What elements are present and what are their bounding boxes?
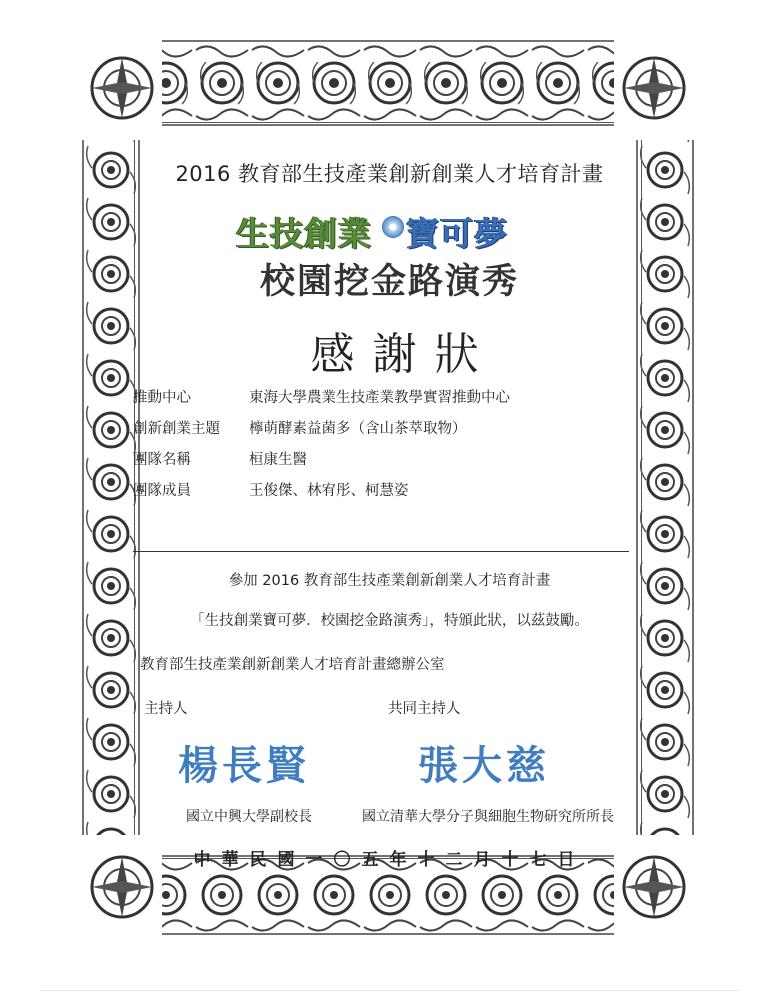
- field-label: 團隊名稱: [133, 452, 191, 468]
- issue-date: 中華民國一〇五年十二月十七日: [193, 850, 586, 870]
- field-row-theme: [133, 417, 653, 441]
- field-row-team-members: [133, 479, 653, 503]
- corner-ornament-top-left: [82, 40, 162, 140]
- divider: [133, 551, 629, 552]
- co-host-signature: 張大慈: [418, 742, 550, 789]
- field-value: 檸萌酵素益菌多（含山茶萃取物）: [249, 421, 467, 437]
- field-value: 東海大學農業生技產業教學實習推動中心: [249, 390, 510, 406]
- co-host-title: 國立清華大學分子與細胞生物研究所所長: [362, 809, 614, 825]
- field-value: 王俊傑、林宥彤、柯慧姿: [249, 483, 409, 499]
- corner-ornament-top-right: [614, 40, 694, 140]
- field-label: 團隊成員: [133, 483, 191, 499]
- body-line-1: 參加 2016 教育部生技產業創新創業人才培育計畫: [228, 573, 551, 589]
- field-label: 創新創業主題: [133, 421, 220, 437]
- border-top: [82, 40, 694, 126]
- program-title: 2016 教育部生技產業創新創業人才培育計畫: [175, 162, 604, 186]
- field-value: 桓康生醫: [249, 452, 307, 468]
- certificate-title: 感謝狀: [310, 329, 497, 380]
- field-label: 推動中心: [133, 390, 191, 406]
- logo-right-text: 寶可夢: [406, 214, 508, 253]
- host-label: 主持人: [144, 701, 188, 717]
- issuing-office: 教育部生技產業創新創業人才培育計畫總辦公室: [140, 657, 445, 673]
- co-host-label: 共同主持人: [388, 701, 461, 717]
- program-logo: [236, 208, 526, 253]
- logo-left-text: 生技創業: [236, 214, 372, 253]
- host-signature: 楊長賢: [178, 742, 310, 789]
- host-title: 國立中興大學副校長: [186, 809, 312, 825]
- field-row-team-name: [133, 448, 653, 472]
- field-row-center: [133, 386, 653, 410]
- event-subtitle: 校園挖金路演秀: [259, 261, 519, 302]
- scan-edge: [40, 990, 740, 991]
- disc-icon: [382, 216, 404, 238]
- body-line-2: 「生技創業寶可夢．校園挖金路演秀」，特頒此狀，以茲鼓勵。: [190, 613, 589, 629]
